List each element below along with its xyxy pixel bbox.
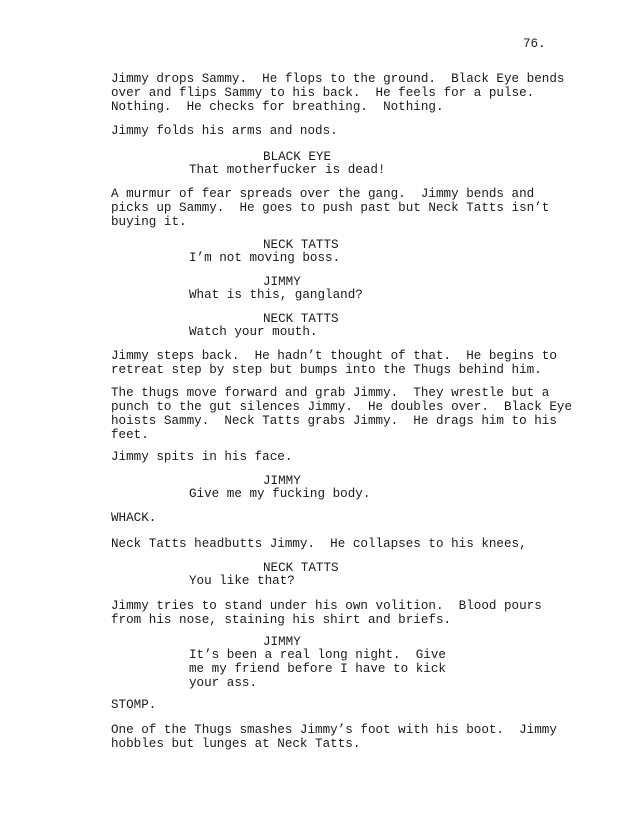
action-line: Jimmy steps back. He hadn’t thought of that. He begins to retreat step by step but bumps into the Thugs behind him. — [111, 349, 557, 377]
character-cue: BLACK EYE — [263, 150, 332, 164]
action-line: Neck Tatts headbutts Jimmy. He collapses to his knees, — [111, 537, 527, 551]
action-line: WHACK. — [111, 511, 157, 525]
action-line: Jimmy drops Sammy. He flops to the ground. Black Eye bends over and flips Sammy to his back. He feels for a pulse. Nothing. He checks for breathing. Nothing. — [111, 72, 565, 114]
action-line: The thugs move forward and grab Jimmy. They wrestle but a punch to the gut silences Jimmy. He doubles over. Black Eye hoists Sammy. Neck Tatts grabs Jimmy. He drags him to his feet. — [111, 386, 573, 442]
character-cue: JIMMY — [263, 275, 301, 289]
action-line: Jimmy tries to stand under his own volition. Blood pours from his nose, staining his shirt and briefs. — [111, 599, 542, 627]
character-cue: NECK TATTS — [263, 312, 339, 326]
action-line: A murmur of fear spreads over the gang. Jimmy bends and picks up Sammy. He goes to push past but Neck Tatts isn’t buying it. — [111, 187, 550, 229]
action-line: Jimmy folds his arms and nods. — [111, 124, 338, 138]
action-line: STOMP. — [111, 698, 157, 712]
page-number: 76. — [523, 37, 546, 51]
action-line: One of the Thugs smashes Jimmy’s foot with his boot. Jimmy hobbles but lunges at Neck Tatts. — [111, 723, 557, 751]
dialogue-line: You like that? — [189, 574, 295, 588]
dialogue-line: It’s been a real long night. Give me my friend before I have to kick your ass. — [189, 648, 446, 690]
dialogue-line: Give me my fucking body. — [189, 487, 371, 501]
dialogue-line: That motherfucker is dead! — [189, 163, 386, 177]
character-cue: NECK TATTS — [263, 561, 339, 575]
dialogue-line: Watch your mouth. — [189, 325, 318, 339]
action-line: Jimmy spits in his face. — [111, 450, 293, 464]
character-cue: JIMMY — [263, 635, 301, 649]
dialogue-line: What is this, gangland? — [189, 288, 363, 302]
dialogue-line: I’m not moving boss. — [189, 251, 341, 265]
character-cue: JIMMY — [263, 474, 301, 488]
character-cue: NECK TATTS — [263, 238, 339, 252]
